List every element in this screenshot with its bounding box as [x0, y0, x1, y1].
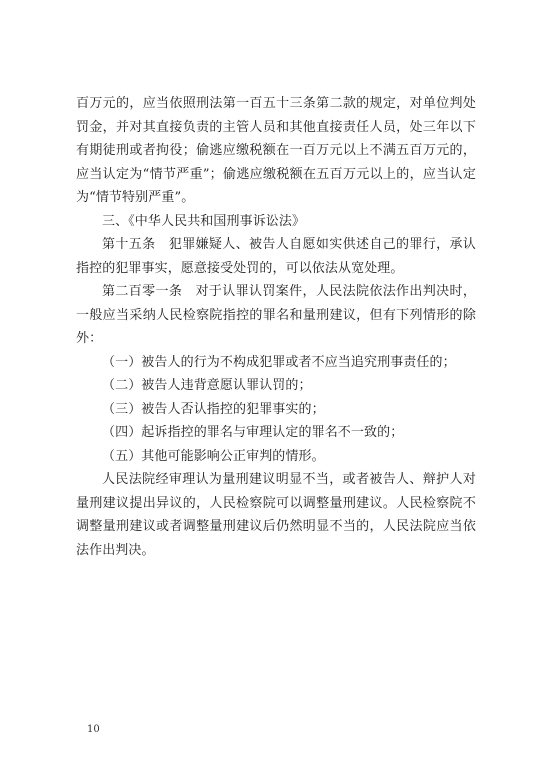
list-item-2: （二）被告人违背意愿认罪认罚的；: [102, 378, 312, 393]
page-content: [76, 92, 476, 562]
section-heading-criminal-procedure-law: 三、《中华人民共和国刑事诉讼法》: [102, 213, 306, 229]
list-item-4: （四）起诉指控的罪名与审理认定的罪名不一致的；: [102, 425, 404, 440]
paragraph-sentencing-adjustment: 人民法院经审理认为量刑建议明显不当，或者被告人、辩护人对量刑建议提出异议的，人民检察院可以调整量刑建议。人民检察院不调整量刑建议或者调整量刑建议后仍然明显不当的，人民法院应当依法作出判决。: [76, 472, 476, 558]
list-item-1: （一）被告人的行为不构成犯罪或者不应当追究刑事责任的；: [102, 354, 456, 370]
article-15: 第十五条 犯罪嫌疑人、被告人自愿如实供述自己的罪行，承认指控的犯罪事实，愿意接受处罚的，可以依法从宽处理。: [76, 237, 476, 276]
list-item-3: （三）被告人否认指控的犯罪事实的；: [102, 401, 325, 417]
paragraph-tax-evasion: 百万元的，应当依照刑法第一百五十三条第二款的规定，对单位判处罚金，并对其直接负责的主管人员和其他直接责任人员，处三年以下有期徒刑或者拘役；偷逃应缴税额在一百万元以上不满五百万元的，应当认定为“情节严重”；偷逃应缴税额在五百万元以上的，应当认定为“情节特别严重”。: [76, 96, 476, 205]
page-number: 10: [87, 724, 100, 735]
article-201: 第二百零一条 对于认罪认罚案件，人民法院依法作出判决时，一般应当采纳人民检察院指控的罪名和量刑建议，但有下列情形的除外：: [76, 284, 476, 346]
list-item-5: （五）其他可能影响公正审判的情形。: [102, 448, 325, 464]
